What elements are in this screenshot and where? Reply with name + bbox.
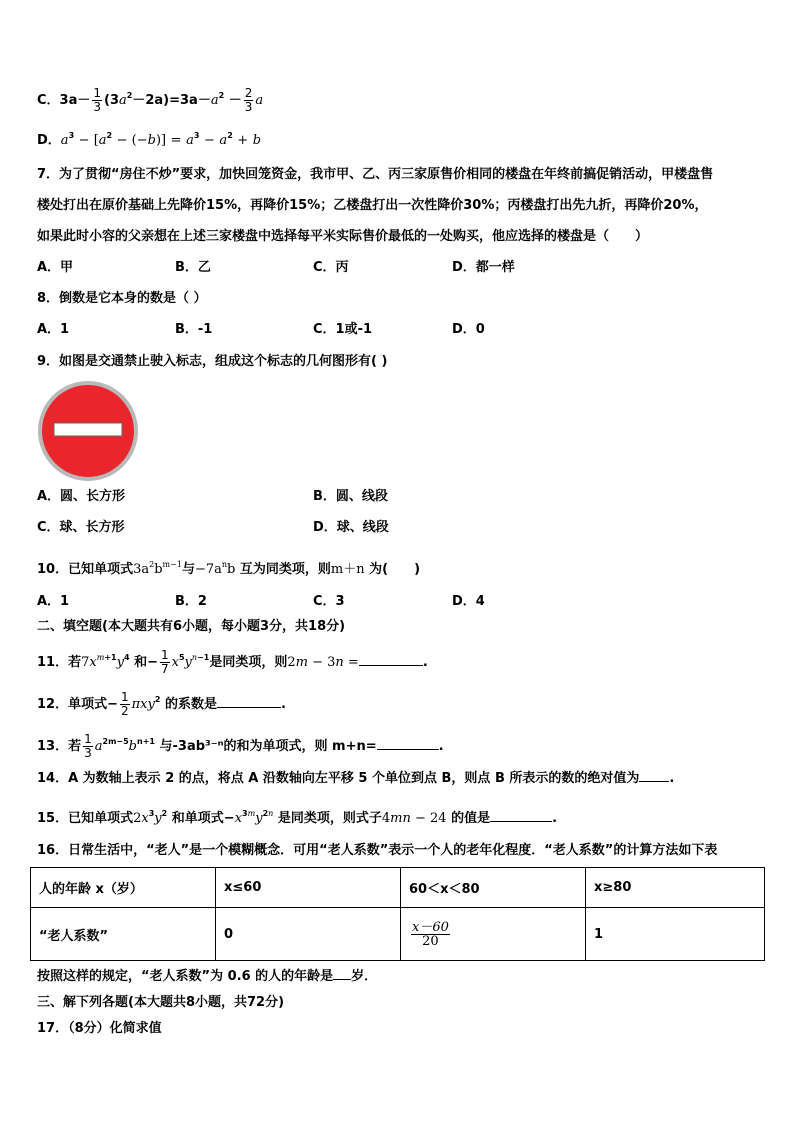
q10-tail: 为( ) — [369, 562, 421, 577]
q10-stem: 10．已知单项式$3a^2b^{m-1}$与$-7a^nb$ 互为同类项，则m＋n 为( ) — [37, 560, 421, 577]
q12-suffix: 的系数是 — [164, 697, 217, 712]
answer-blank[interactable] — [217, 695, 281, 708]
table-cell: 0 — [216, 908, 401, 961]
q15-suffix: 是同类项，则式子 — [277, 811, 382, 826]
q7-option-a: A．甲 — [37, 260, 74, 275]
q6-option-c: C．3a－ $\frac{1}{3}$ $(3a^2-2a)=3a-a^2$ － $\frac{2}{3}$ a — [37, 86, 264, 114]
answer-blank[interactable] — [490, 809, 552, 822]
table-cell: x≤60 — [216, 868, 401, 908]
q10-option-b: B．2 — [175, 594, 207, 609]
table-cell: “老人系数” — [31, 908, 216, 961]
fraction: $\frac{2}{3}$ — [244, 86, 253, 114]
q11-mid: 和 — [134, 655, 148, 670]
q7-option-d: D．都一样 — [452, 260, 515, 275]
q12-prefix: 12．单项式 — [37, 697, 108, 712]
answer-blank[interactable] — [639, 769, 669, 782]
q6-c-label: C． — [37, 93, 60, 108]
q9-stem: 9．如图是交通禁止驶入标志，组成这个标志的几何图形有( ) — [37, 354, 388, 369]
q11-stem: 11．若$7x^{m+1}y^4$ 和− $\frac{1}{7}$ $x^5y^{n-1}$是同类项，则2m − 3n = . — [37, 648, 428, 676]
q10-option-d: D．4 — [452, 594, 485, 609]
q14-stem: 14．A 为数轴上表示 2 的点，将点 A 沿数轴向左平移 5 个单位到点 B，则点 B 所表示的数的绝对值为 . — [37, 771, 675, 786]
q11-suffix: 是同类项，则 — [209, 655, 288, 670]
q8-option-d: D．0 — [452, 322, 485, 337]
q15-mid: 和单项式 — [171, 811, 224, 826]
answer-blank[interactable] — [359, 653, 423, 666]
q10-suffix: 互为同类项，则 — [239, 562, 331, 577]
fraction: $\frac{1}{3}$ — [84, 732, 92, 760]
table-cell: 60＜x＜80 — [401, 868, 586, 908]
elder-coefficient-table — [30, 867, 765, 961]
q16-followup — [37, 967, 377, 987]
q8-option-a: A．1 — [37, 322, 70, 337]
table-row — [31, 868, 765, 908]
table-cell: 人的年龄 x（岁） — [31, 868, 216, 908]
q16-stem: 16．日常生活中，“老人”是一个模糊概念．可用“老人系数”表示一个人的老年化程度．“老人系数”的计算方法如下表 — [37, 843, 718, 858]
table-row — [31, 908, 765, 961]
q7-option-b: B．乙 — [175, 260, 211, 275]
fraction: $\frac{x-60}{20}$ — [412, 919, 449, 949]
q7-line2: 楼处打出在原价基础上先降价15%，再降价15%；乙楼盘打出一次性降价30%；丙楼盘打出先九折，再降价20%， — [37, 198, 708, 213]
q10-mid: 与 — [181, 562, 195, 577]
section-2-heading: 二、填空题(本大题共有6小题，每小题3分，共18分) — [37, 619, 346, 634]
q15-prefix: 15．已知单项式 — [37, 811, 134, 826]
q13-prefix: 13．若 — [37, 739, 82, 754]
q7-line1: 7．为了贯彻“房住不炒”要求，加快回笼资金，我市甲、乙、丙三家原售价相同的楼盘在年终前搞促销活动，甲楼盘售 — [37, 167, 714, 182]
q14-text: 14．A 为数轴上表示 2 的点，将点 A 沿数轴向左平移 5 个单位到点 B，则点 B 所表示的数的绝对值为 — [37, 771, 640, 786]
section-3-heading: 三、解下列各题(本大题共8小题，共72分) — [37, 995, 285, 1010]
table-cell: 1 — [586, 908, 765, 961]
q17-stem: 17．（8分）化简求值 — [37, 1021, 162, 1036]
q16-after-prefix: 按照这样的规定，“老人系数”为 0.6 的人的年龄是 — [37, 969, 334, 984]
q15-stem: 15．已知单项式$2x^3y^2$ 和单项式$-x^{3m}y^{2n}$ 是同类项，则式子4mn − 24 的值是 . — [37, 809, 558, 826]
fraction: $\frac{1}{7}$ — [160, 648, 169, 676]
q11-prefix: 11．若 — [37, 655, 82, 670]
q13-stem: 13．若 $\frac{1}{3}$ $a^{2m-5}b^{n+1}$ 与-3ab³⁻ⁿ的和为单项式，则 m+n= . — [37, 732, 444, 760]
table-cell — [401, 908, 586, 961]
q13-suffix: 与-3ab³⁻ⁿ的和为单项式，则 m+n= — [159, 739, 377, 754]
fraction: $\frac{1}{2}$ — [121, 690, 129, 718]
q10-option-c: C．3 — [313, 594, 345, 609]
q8-option-c: C．1或-1 — [313, 322, 373, 337]
q12-stem: 12．单项式− $\frac{1}{2}$ πxy$^2$ 的系数是 . — [37, 690, 286, 718]
q9-option-a: A．圆、长方形 — [37, 489, 126, 504]
q10-option-a: A．1 — [37, 594, 70, 609]
q15-tail: 的值是 — [451, 811, 491, 826]
q9-option-c: C．球、长方形 — [37, 520, 125, 535]
fraction: $\frac{1}{3}$ — [93, 86, 102, 114]
answer-blank[interactable] — [333, 967, 351, 980]
q9-option-b: B．圆、线段 — [313, 489, 388, 504]
q6-option-d: D．$a^3 - [a^2 - (-b)] = a^3 - a^2 + b$ — [37, 131, 262, 148]
answer-blank[interactable] — [377, 737, 439, 750]
q16-after-suffix: 岁． — [351, 969, 378, 984]
no-entry-sign-icon — [37, 380, 139, 482]
q7-option-c: C．丙 — [313, 260, 349, 275]
q8-option-b: B．-1 — [175, 322, 213, 337]
q6-d-label: D． — [37, 133, 61, 148]
q7-line3: 如果此时小容的父亲想在上述三家楼盘中选择每平米实际售价最低的一处购买，他应选择的楼盘是（ ） — [37, 229, 649, 244]
table-cell: x≥80 — [586, 868, 765, 908]
q10-prefix: 10．已知单项式 — [37, 562, 134, 577]
q9-option-d: D．球、线段 — [313, 520, 389, 535]
q8-stem: 8．倒数是它本身的数是（ ） — [37, 291, 207, 306]
